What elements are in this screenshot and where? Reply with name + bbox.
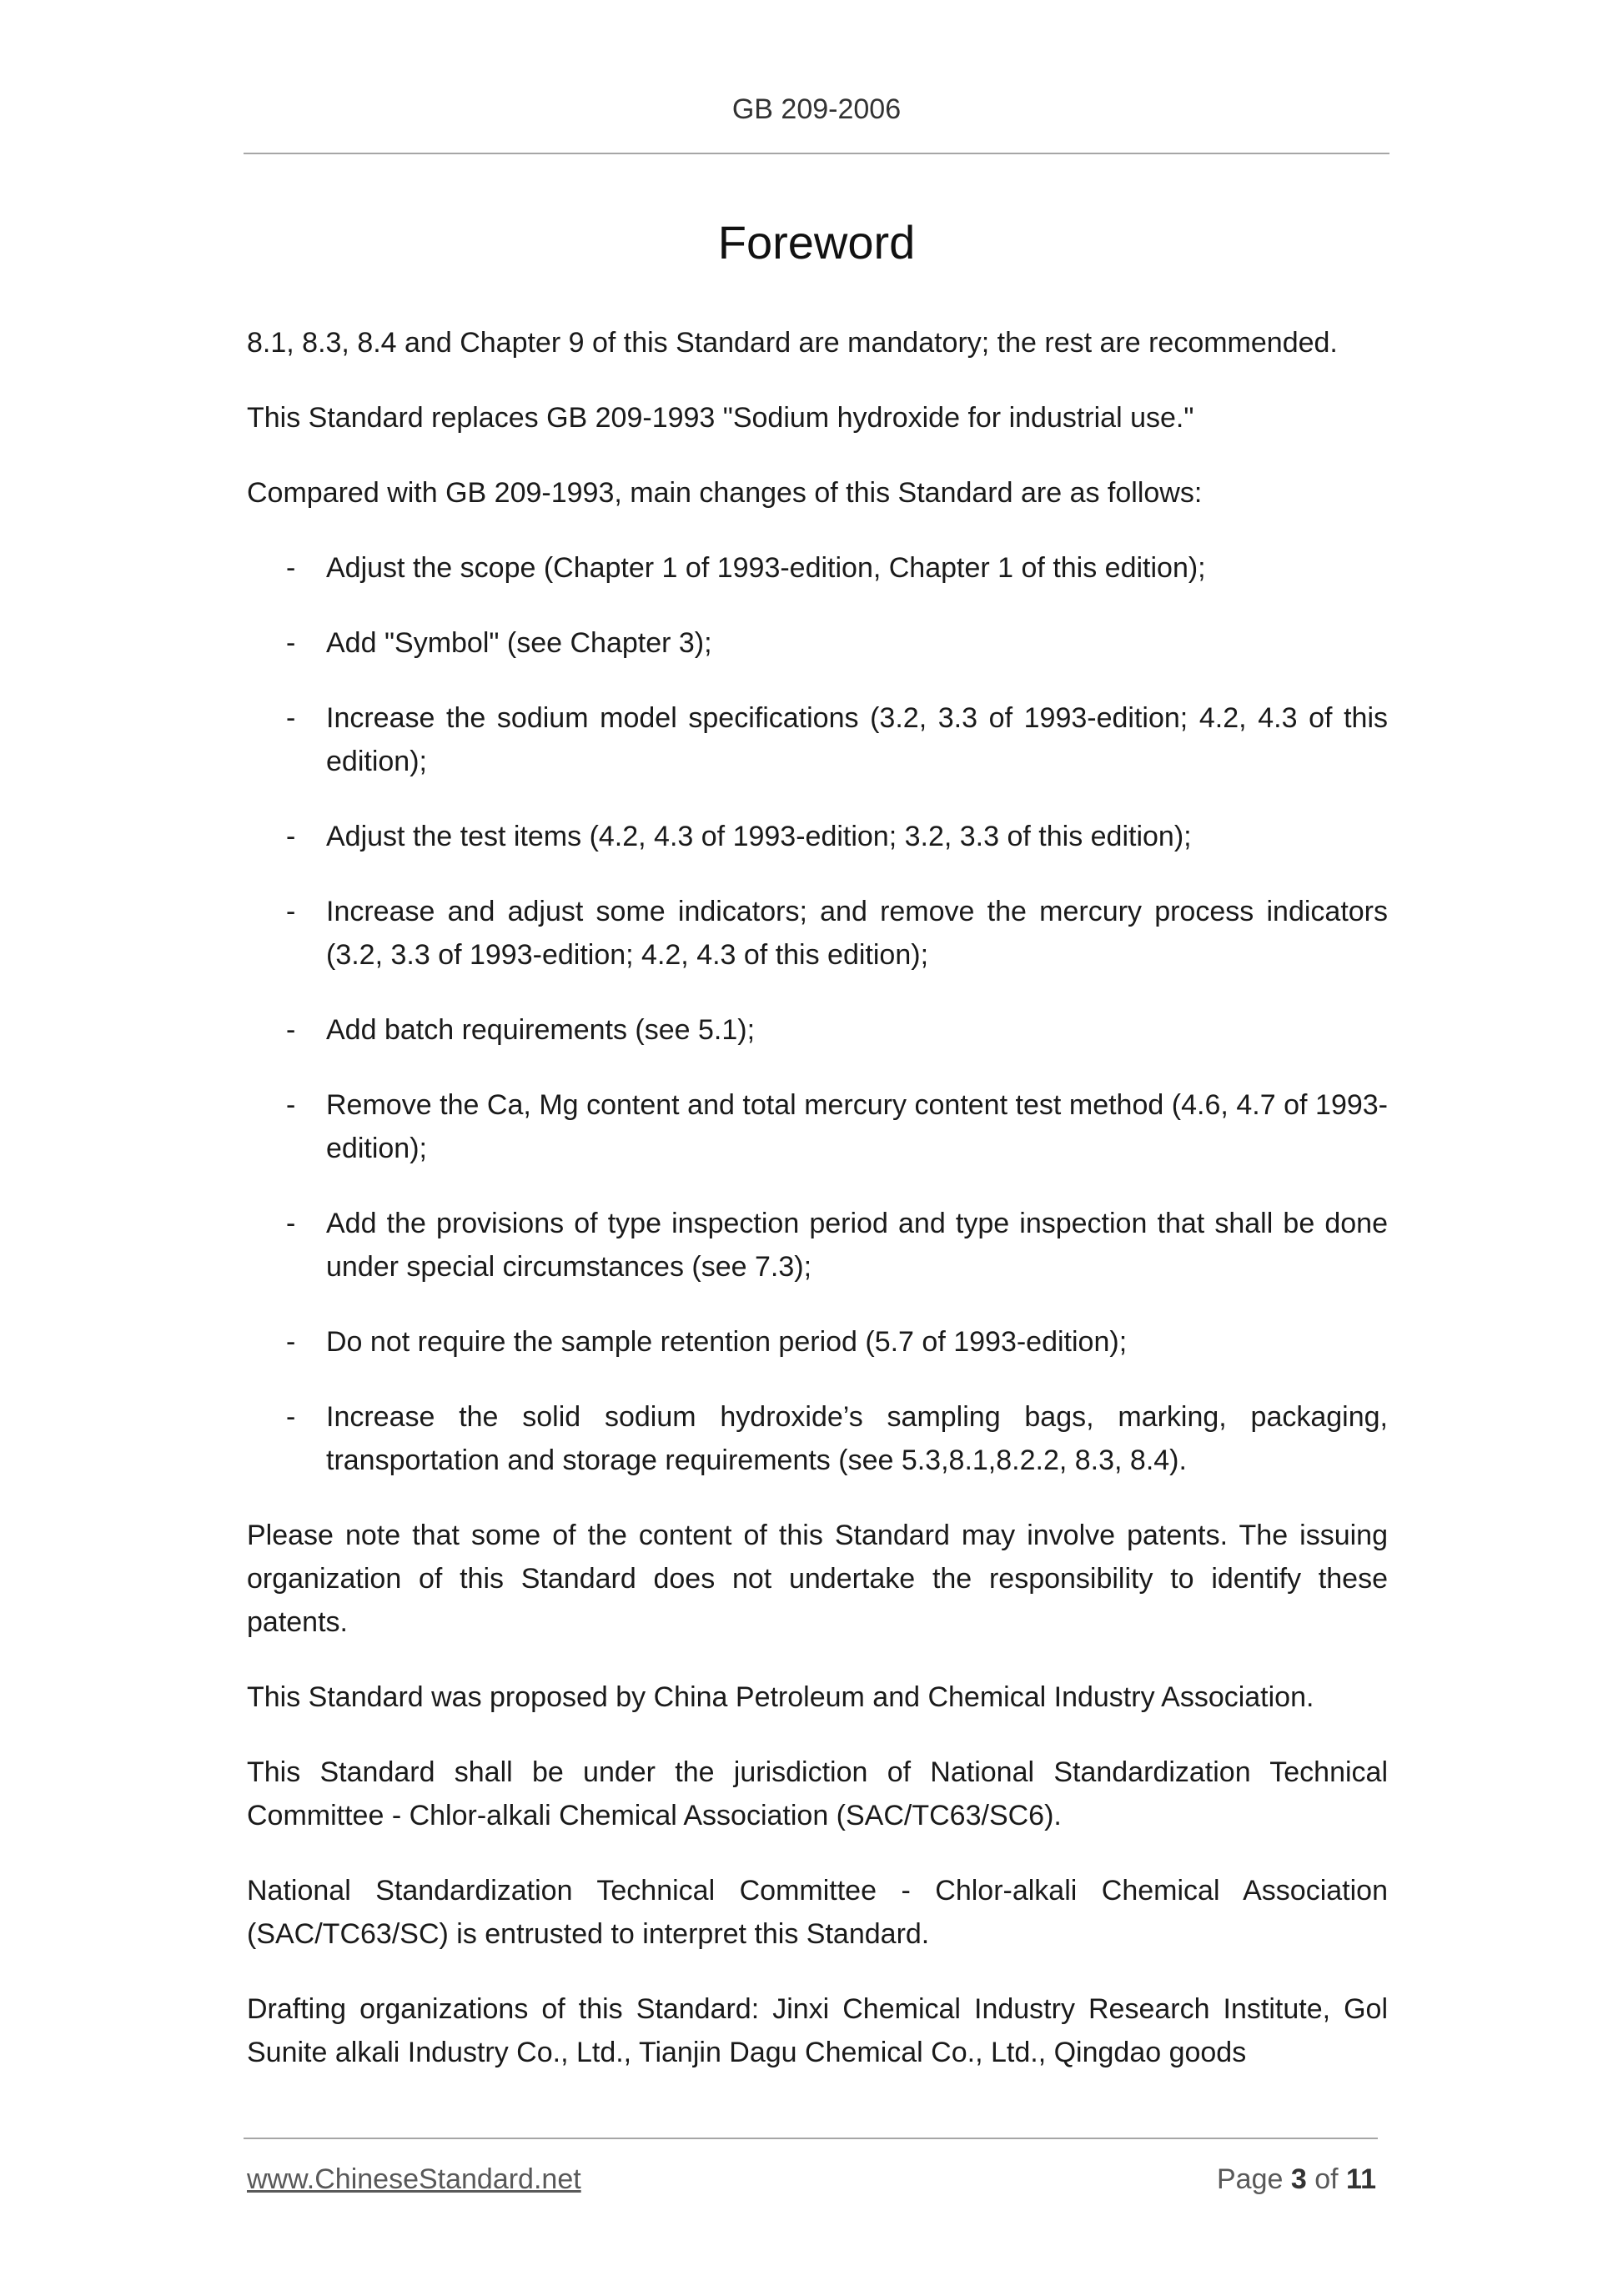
dash-bullet: - [286,702,296,734]
list-item-text: Remove the Ca, Mg content and total mercury content test method (4.6, 4.7 of 1993-edition); [326,1089,1388,1164]
dash-bullet: - [286,1014,296,1046]
page-separator: of [1314,2163,1339,2195]
list-item-text: Increase the solid sodium hydroxide’s sampling bags, marking, packaging, transportation and storage requirements (see 5.3,8.1,8.2.2, 8.3, 8.4). [326,1401,1388,1476]
paragraph-mandatory-clauses: 8.1, 8.3, 8.4 and Chapter 9 of this Standard are mandatory; the rest are recommended. [247,327,1338,359]
list-item-text: Add "Symbol" (see Chapter 3); [326,627,712,659]
paragraph-interpretation: National Standardization Technical Committee - Chlor-alkali Chemical Association (SAC/TC63/SC) is entrusted to interpret this Standard. [247,1875,1388,1950]
list-item [247,621,1388,665]
list-item-text: Do not require the sample retention period (5.7 of 1993-edition); [326,1326,1128,1358]
dash-bullet: - [286,552,296,584]
paragraph-patents: Please note that some of the content of this Standard may involve patents. The issuing organization of this Standard does not undertake the responsibility to identify these patents. [247,1520,1388,1638]
dash-bullet: - [286,821,296,852]
dash-bullet: - [286,1326,296,1358]
list-item [247,1083,1388,1170]
list-item-text: Adjust the test items (4.2, 4.3 of 1993-edition; 3.2, 3.3 of this edition); [326,821,1192,852]
page-total: 11 [1346,2163,1376,2195]
page-current: 3 [1290,2163,1307,2195]
list-item-text: Increase the sodium model specifications (3.2, 3.3 of 1993-edition; 4.2, 4.3 of this edition); [326,702,1388,777]
page-title: Foreword [717,216,916,269]
document-body [247,321,1388,2106]
dash-bullet: - [286,1089,296,1121]
dash-bullet: - [286,627,296,659]
list-item [247,1008,1388,1052]
dash-bullet: - [286,1401,296,1433]
paragraph-replaces: This Standard replaces GB 209-1993 "Sodium hydroxide for industrial use." [247,402,1194,434]
list-item [247,890,1388,977]
website-link[interactable]: www.ChineseStandard.net [247,2163,581,2195]
page-number [1217,2163,1376,2196]
changes-list [247,546,1388,1482]
paragraph-drafting-organizations: Drafting organizations of this Standard: Jinxi Chemical Industry Research Institute, Gol Sunite alkali Industry Co., Ltd., Tianjin Dagu Chemical Co., Ltd., Qingdao goods [247,1993,1388,2068]
page-prefix: Page [1217,2163,1284,2195]
list-item [247,1202,1388,1289]
paragraph-changes-intro: Compared with GB 209-1993, main changes of this Standard are as follows: [247,477,1203,509]
list-item [247,815,1388,858]
paragraph-proposed-by: This Standard was proposed by China Petroleum and Chemical Industry Association. [247,1681,1314,1713]
list-item-text: Add batch requirements (see 5.1); [326,1014,756,1046]
list-item-text: Add the provisions of type inspection period and type inspection that shall be done under special circumstances (see 7.3); [326,1208,1388,1283]
list-item [247,546,1388,590]
list-item [247,696,1388,783]
list-item-text: Increase and adjust some indicators; and remove the mercury process indicators (3.2, 3.3 of 1993-edition; 4.2, 4.3 of this edition); [326,896,1388,971]
dash-bullet: - [286,1208,296,1239]
list-item-text: Adjust the scope (Chapter 1 of 1993-edition, Chapter 1 of this edition); [326,552,1206,584]
footer-divider [244,2138,1378,2139]
dash-bullet: - [286,896,296,927]
paragraph-jurisdiction: This Standard shall be under the jurisdiction of National Standardization Technical Committee - Chlor-alkali Chemical Association (SAC/TC63/SC6). [247,1756,1388,1831]
header-divider [244,153,1389,154]
page-header-doc-code: GB 209-2006 [731,93,902,125]
list-item [247,1320,1388,1364]
list-item [247,1395,1388,1482]
